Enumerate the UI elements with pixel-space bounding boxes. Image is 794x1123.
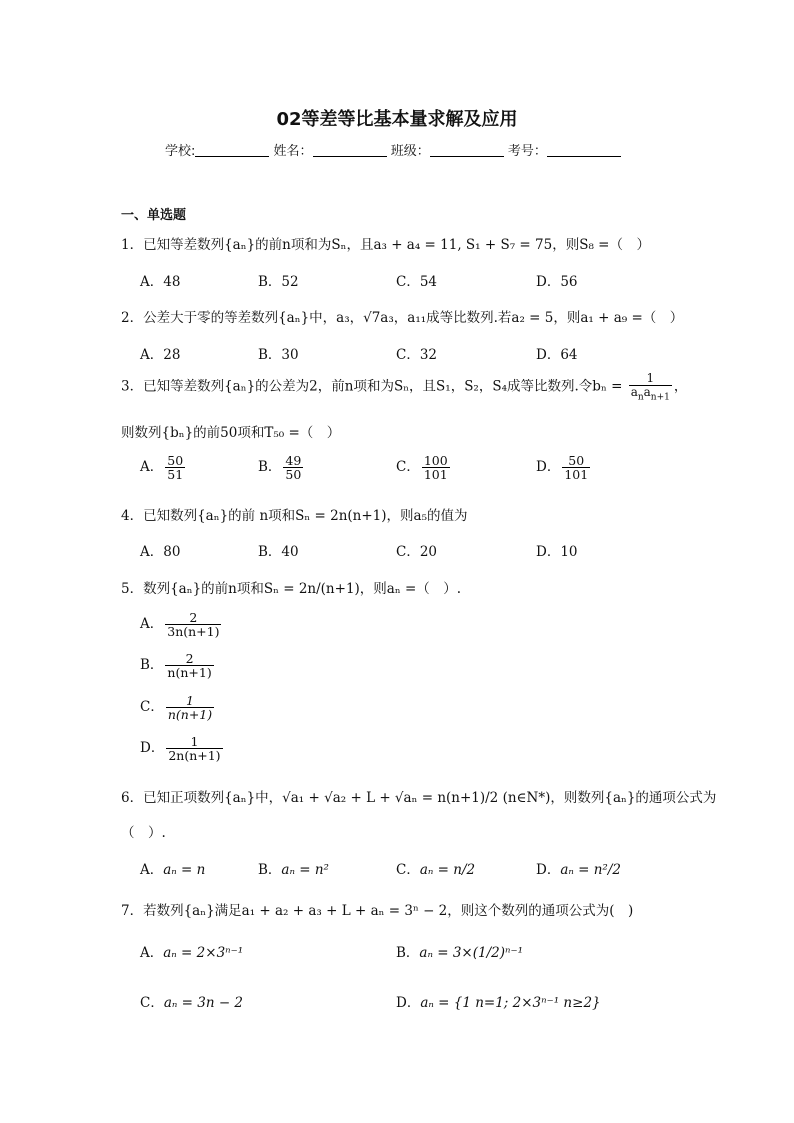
- q5-option-c-fraction: $\frac{1}{n(n+1)}$: [167, 693, 213, 723]
- q3-option-c[interactable]: [396, 454, 452, 481]
- q5-option-a-label: A．: [140, 616, 164, 633]
- q7-option-a-label: A．: [140, 945, 164, 961]
- q6-option-c-label: C．: [396, 862, 420, 878]
- q1-option-a[interactable]: A．48: [140, 274, 181, 290]
- q6-option-d[interactable]: [536, 858, 621, 878]
- q3-option-c-label: C．: [396, 459, 420, 476]
- q5-option-c-label: C．: [140, 699, 164, 716]
- q5-option-b-fraction: $\frac{2}{n(n+1)}$: [167, 651, 212, 681]
- q6-option-b-label: B．: [258, 862, 282, 878]
- q6-option-b-formula: aₙ = n²: [281, 862, 329, 878]
- name-label: 姓名：: [273, 144, 313, 159]
- q4-option-b[interactable]: B．40: [258, 544, 299, 560]
- q3-option-a-label: A．: [140, 459, 164, 476]
- q7-option-d[interactable]: [396, 991, 601, 1011]
- q5-option-d[interactable]: [140, 735, 225, 762]
- q3-option-d[interactable]: [536, 454, 592, 481]
- q3-option-a[interactable]: [140, 454, 187, 481]
- q6-option-c-formula: aₙ = n/2: [419, 862, 476, 878]
- q3-option-b-fraction: $\frac{49}{50}$: [285, 453, 302, 483]
- q7-option-b[interactable]: [396, 941, 523, 961]
- question-7-stem: 7．若数列{aₙ}满足a₁ + a₂ + a₃ + L + aₙ = 3ⁿ − 2，则这个数列的通项公式为( ): [121, 903, 634, 919]
- q7-option-c-formula: aₙ = 3n − 2: [163, 995, 244, 1011]
- q5-option-b[interactable]: [140, 652, 216, 679]
- q1-option-c[interactable]: C．54: [396, 274, 438, 290]
- q3-option-d-fraction: $\frac{50}{101}$: [564, 453, 589, 483]
- question-1-stem: 1．已知等差数列{aₙ}的前n项和为Sₙ，且a₃ + a₄ = 11, S₁ + S₇ = 75，则S₈ =（ ）: [121, 237, 650, 253]
- q5-option-a-fraction: $\frac{2}{3n(n+1)}$: [167, 610, 220, 640]
- school-label: 学校:: [165, 144, 196, 159]
- question-2-stem: 2．公差大于零的等差数列{aₙ}中，a₃，√7a₃，a₁₁成等比数列.若a₂ = 5，则a₁ + a₉ =（ ）: [121, 310, 684, 326]
- q5-option-d-fraction: $\frac{1}{2n(n+1)}$: [168, 734, 221, 764]
- exam-number-blank[interactable]: [547, 144, 621, 157]
- page-title: 02等差等比基本量求解及应用: [276, 109, 518, 130]
- q6-option-d-formula: aₙ = n²/2: [560, 862, 621, 878]
- q3-option-b[interactable]: [258, 454, 305, 481]
- question-3-line2: 则数列{bₙ}的前50项和T₅₀ =（ ）: [121, 425, 341, 441]
- q7-option-d-label: D．: [396, 995, 421, 1011]
- q6-option-a-label: A．: [140, 862, 164, 878]
- question-6-line2: （ ）.: [121, 825, 166, 841]
- q3-bn-fraction: $\frac{1}{a_na_{n+1}}$: [630, 371, 670, 402]
- q7-option-a-formula: aₙ = 2×3ⁿ⁻¹: [163, 945, 244, 961]
- q4-option-d[interactable]: D．10: [536, 544, 578, 560]
- school-blank[interactable]: [195, 144, 269, 157]
- question-5-stem: 5．数列{aₙ}的前n项和Sₙ = 2n/(n+1)，则aₙ =（ ）.: [121, 581, 462, 597]
- q7-option-c[interactable]: [140, 991, 243, 1011]
- q3-option-c-fraction: $\frac{100}{101}$: [423, 453, 448, 483]
- q6-option-a[interactable]: [140, 858, 205, 878]
- q2-option-d[interactable]: D．64: [536, 347, 578, 363]
- question-4-stem: 4．已知数列{aₙ}的前 n项和Sₙ = 2n(n+1)，则a₅的值为: [121, 508, 468, 524]
- q7-option-b-label: B．: [396, 945, 420, 961]
- q5-option-c[interactable]: [140, 694, 216, 721]
- q2-option-a[interactable]: A．28: [140, 347, 181, 363]
- q5-option-b-label: B．: [140, 657, 164, 674]
- exam-number-label: 考号：: [507, 144, 547, 159]
- question-6-stem: 6．已知正项数列{aₙ}中，√a₁ + √a₂ + L + √aₙ = n(n+1)/2 (n∈N*)，则数列{aₙ}的通项公式为: [121, 790, 717, 806]
- q2-option-b[interactable]: B．30: [258, 347, 299, 363]
- q5-option-d-label: D．: [140, 740, 165, 757]
- q3-line1-text: 3．已知等差数列{aₙ}的公差为2，前n项和为Sₙ，且S₁，S₂，S₄成等比数列.令bₙ =: [121, 378, 623, 395]
- q4-option-a[interactable]: A．80: [140, 544, 181, 560]
- q5-option-a[interactable]: [140, 611, 223, 638]
- q6-option-b[interactable]: [258, 858, 329, 878]
- q3-option-b-label: B．: [258, 459, 282, 476]
- q1-option-d[interactable]: D．56: [536, 274, 578, 290]
- q2-option-c[interactable]: C．32: [396, 347, 438, 363]
- q6-option-c[interactable]: [396, 858, 475, 878]
- q3-option-d-label: D．: [536, 459, 561, 476]
- section-heading: 一、单选题: [121, 208, 187, 223]
- q7-option-a[interactable]: [140, 941, 243, 961]
- name-blank[interactable]: [313, 144, 387, 157]
- question-3-stem: 3．已知等差数列{aₙ}的公差为2，前n项和为Sₙ，且S₁，S₂，S₄成等比数列.令bₙ = $\frac{1}{a_na_{n+1}}$ ，: [121, 371, 688, 402]
- q3-option-a-fraction: $\frac{50}{51}$: [167, 453, 184, 483]
- q4-option-c[interactable]: C．20: [396, 544, 438, 560]
- q6-option-a-formula: aₙ = n: [163, 862, 206, 878]
- q6-option-d-label: D．: [536, 862, 561, 878]
- student-info-line: [165, 140, 621, 159]
- q1-option-b[interactable]: B．52: [258, 274, 299, 290]
- q7-option-d-formula: aₙ = {1 n=1; 2×3ⁿ⁻¹ n≥2}: [420, 995, 601, 1011]
- q7-option-b-formula: aₙ = 3×(1/2)ⁿ⁻¹: [419, 945, 524, 961]
- class-label: 班级：: [390, 144, 430, 159]
- q7-option-c-label: C．: [140, 995, 164, 1011]
- class-blank[interactable]: [430, 144, 504, 157]
